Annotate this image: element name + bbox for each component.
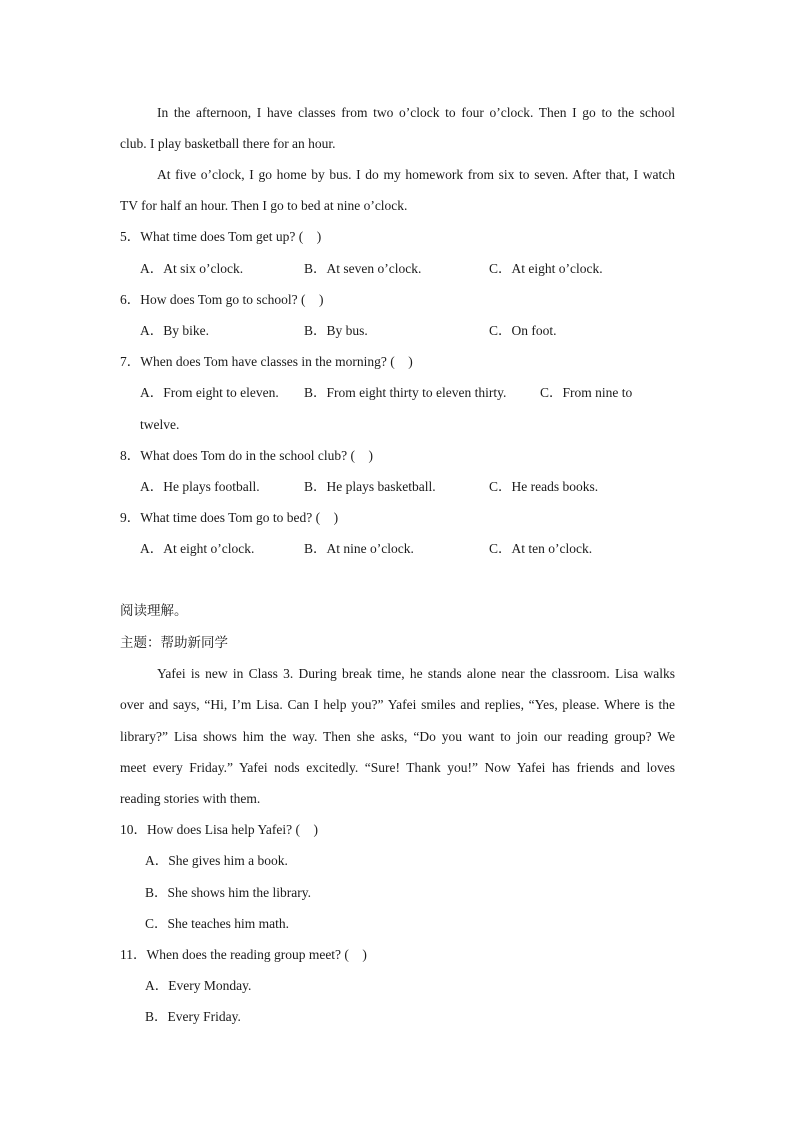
passage2-line-3: library?” Lisa shows him the way. Then she asks, “Do you want to join our reading group? We [120, 729, 675, 744]
passage2-line-2: over and says, “Hi, I’m Lisa. Can I help you?” Yafei smiles and replies, “Yes, please. Where is the [120, 697, 675, 712]
question-7-option-a[interactable]: A．From eight to eleven. [140, 385, 279, 400]
question-11-option-b[interactable]: B．Every Friday. [145, 1009, 241, 1024]
question-7-option-c[interactable]: C．From nine to [540, 385, 633, 400]
question-7-option-b[interactable]: B．From eight thirty to eleven thirty. [304, 385, 507, 400]
question-10-option-c[interactable]: C．She teaches him math. [145, 916, 289, 931]
question-10-option-b[interactable]: B．She shows him the library. [145, 885, 311, 900]
question-11-stem: 11．When does the reading group meet? ( ) [120, 947, 367, 962]
question-6-option-b[interactable]: B．By bus. [304, 323, 368, 338]
question-5-stem: 5．What time does Tom get up? ( ) [120, 229, 322, 244]
question-6-option-a[interactable]: A．By bike. [140, 323, 209, 338]
question-9-option-a[interactable]: A．At eight o’clock. [140, 541, 255, 556]
section-topic: 主题：帮助新同学 [120, 635, 228, 651]
question-9-option-c[interactable]: C．At ten o’clock. [489, 541, 593, 556]
question-5-option-b[interactable]: B．At seven o’clock. [304, 261, 422, 276]
question-8-option-c[interactable]: C．He reads books. [489, 479, 599, 494]
passage2-line-5: reading stories with them. [120, 791, 261, 806]
question-6-stem: 6．How does Tom go to school? ( ) [120, 292, 324, 307]
passage2-line-4: meet every Friday.” Yafei nods excitedly. “Sure! Thank you!” Now Yafei has friends and loves [120, 760, 675, 775]
question-9-option-b[interactable]: B．At nine o’clock. [304, 541, 414, 556]
passage2-line-1: Yafei is new in Class 3. During break time, he stands alone near the classroom. Lisa walks [157, 666, 675, 681]
passage1-para2-line1: At five o’clock, I go home by bus. I do my homework from six to seven. After that, I watch [157, 167, 675, 182]
question-10-stem: 10．How does Lisa help Yafei? ( ) [120, 822, 318, 837]
question-8-option-a[interactable]: A．He plays football. [140, 479, 260, 494]
question-5-option-c[interactable]: C．At eight o’clock. [489, 261, 603, 276]
passage1-para1-line2: club. I play basketball there for an hour. [120, 136, 336, 151]
question-8-option-b[interactable]: B．He plays basketball. [304, 479, 436, 494]
question-10-option-a[interactable]: A．She gives him a book. [145, 853, 288, 868]
question-11-option-a[interactable]: A．Every Monday. [145, 978, 252, 993]
question-8-stem: 8．What does Tom do in the school club? ( ) [120, 448, 374, 463]
question-9-stem: 9．What time does Tom go to bed? ( ) [120, 510, 339, 525]
section-heading: 阅读理解。 [120, 603, 188, 619]
passage1-para1-line1: In the afternoon, I have classes from two o’clock to four o’clock. Then I go to the school [157, 105, 675, 120]
passage1-para2-line2: TV for half an hour. Then I go to bed at nine o’clock. [120, 198, 408, 213]
question-6-option-c[interactable]: C．On foot. [489, 323, 557, 338]
question-7-option-c-continued: twelve. [140, 417, 180, 432]
question-5-option-a[interactable]: A．At six o’clock. [140, 261, 244, 276]
question-7-stem: 7．When does Tom have classes in the morning? ( ) [120, 354, 413, 369]
